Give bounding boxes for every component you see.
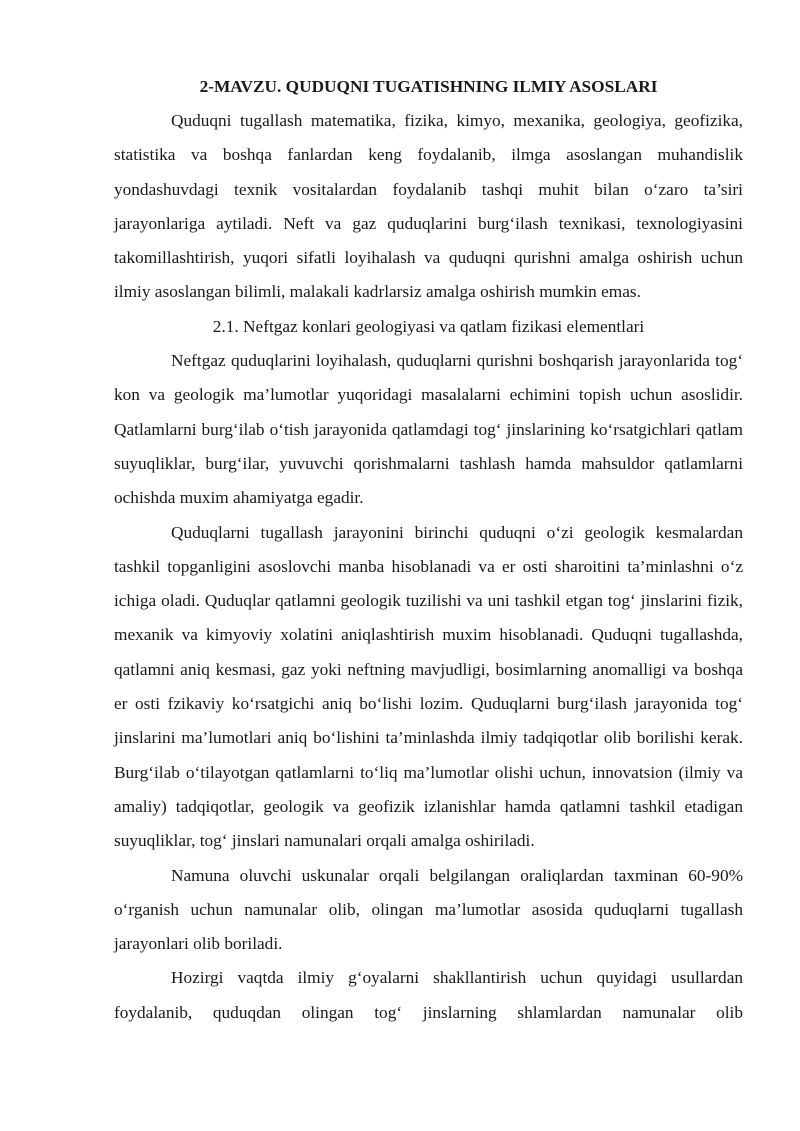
intro-paragraph: Quduqni tugallash matematika, fizika, kimyo, mexanika, geologiya, geofizika, statistika va boshqa fanlardan keng foydalanib, ilmga asoslangan muhandislik yondashuvdagi texnik vositalardan foydalanib tashqi muhit bilan o‘zaro ta’siri jarayonlariga aytiladi. Neft va gaz quduqlarini burg‘ilash texnikasi, texnologiyasini takomillashtirish, yuqori sifatli loyihalash va quduqni qurishni amalga oshirish uchun ilmiy asoslangan bilimli, malakali kadrlarsiz amalga oshirish mumkin emas. xyxy=(114,111,743,302)
section-paragraph-4: Hozirgi vaqtda ilmiy g‘oyalarni shakllantirish uchun quyidagi usullardan foydalanib, quduqdan olingan tog‘ jinslarning shlamlardan namunalar olib xyxy=(114,968,743,1022)
document-title: 2-MAVZU. QUDUQNI TUGATISHNING ILMIY ASOSLARI xyxy=(199,77,658,96)
document-page xyxy=(114,70,743,1030)
section-paragraph-1: Neftgaz quduqlarini loyihalash, quduqlarni qurishni boshqarish jarayonlarida tog‘ kon va geologik ma’lumotlar yuqoridagi masalalarni echimini topish uchun asoslidir. Qatlamlarni burg‘ilab o‘tish jarayonida qatlamdagi tog‘ jinslarining ko‘rsatgichlari qatlam suyuqliklar, burg‘ilar, yuvuvchi qorishmalarni tashlash hamda mahsuldor qatlamlarni ochishda muxim ahamiyatga egadir. xyxy=(114,351,743,508)
section-paragraph-2: Quduqlarni tugallash jarayonini birinchi quduqni o‘zi geologik kesmalardan tashkil topganligini asoslovchi manba hisoblanadi va er osti sharoitini ta’minlashni o‘z ichiga oladi. Quduqlar qatlamni geologik tuzilishi va uni tashkil etgan tog‘ jinslarini fizik, mexanik va kimyoviy xolatini aniqlashtirish muxim hisoblanadi. Quduqni tugallashda, qatlamni aniq kesmasi, gaz yoki neftning mavjudligi, bosimlarning anomalligi va boshqa er osti fzikaviy ko‘rsatgichi aniq bo‘lishi lozim. Quduqlarni burg‘ilash jarayonida tog‘ jinslarini ma’lumotlari aniq bo‘lishini ta’minlashda ilmiy tadqiqotlar olib borilishi kerak. Burg‘ilab o‘tilayotgan qatlamlarni to‘liq ma’lumotlar olishi uchun, innovatsion (ilmiy va amaliy) tadqiqotlar, geologik va geofizik izlanishlar hamda qatlamni tashkil etadigan suyuqliklar, tog‘ jinslari namunalari orqali amalga oshiriladi. xyxy=(114,522,743,851)
section-heading: 2.1. Neftgaz konlari geologiyasi va qatlam fizikasi elementlari xyxy=(212,316,645,336)
section-paragraph-3: Namuna oluvchi uskunalar orqali belgilangan oraliqlardan taxminan 60-90% o‘rganish uchun namunalar olib, olingan ma’lumotlar asosida quduqlarni tugallash jarayonlari olib boriladi. xyxy=(114,865,743,954)
